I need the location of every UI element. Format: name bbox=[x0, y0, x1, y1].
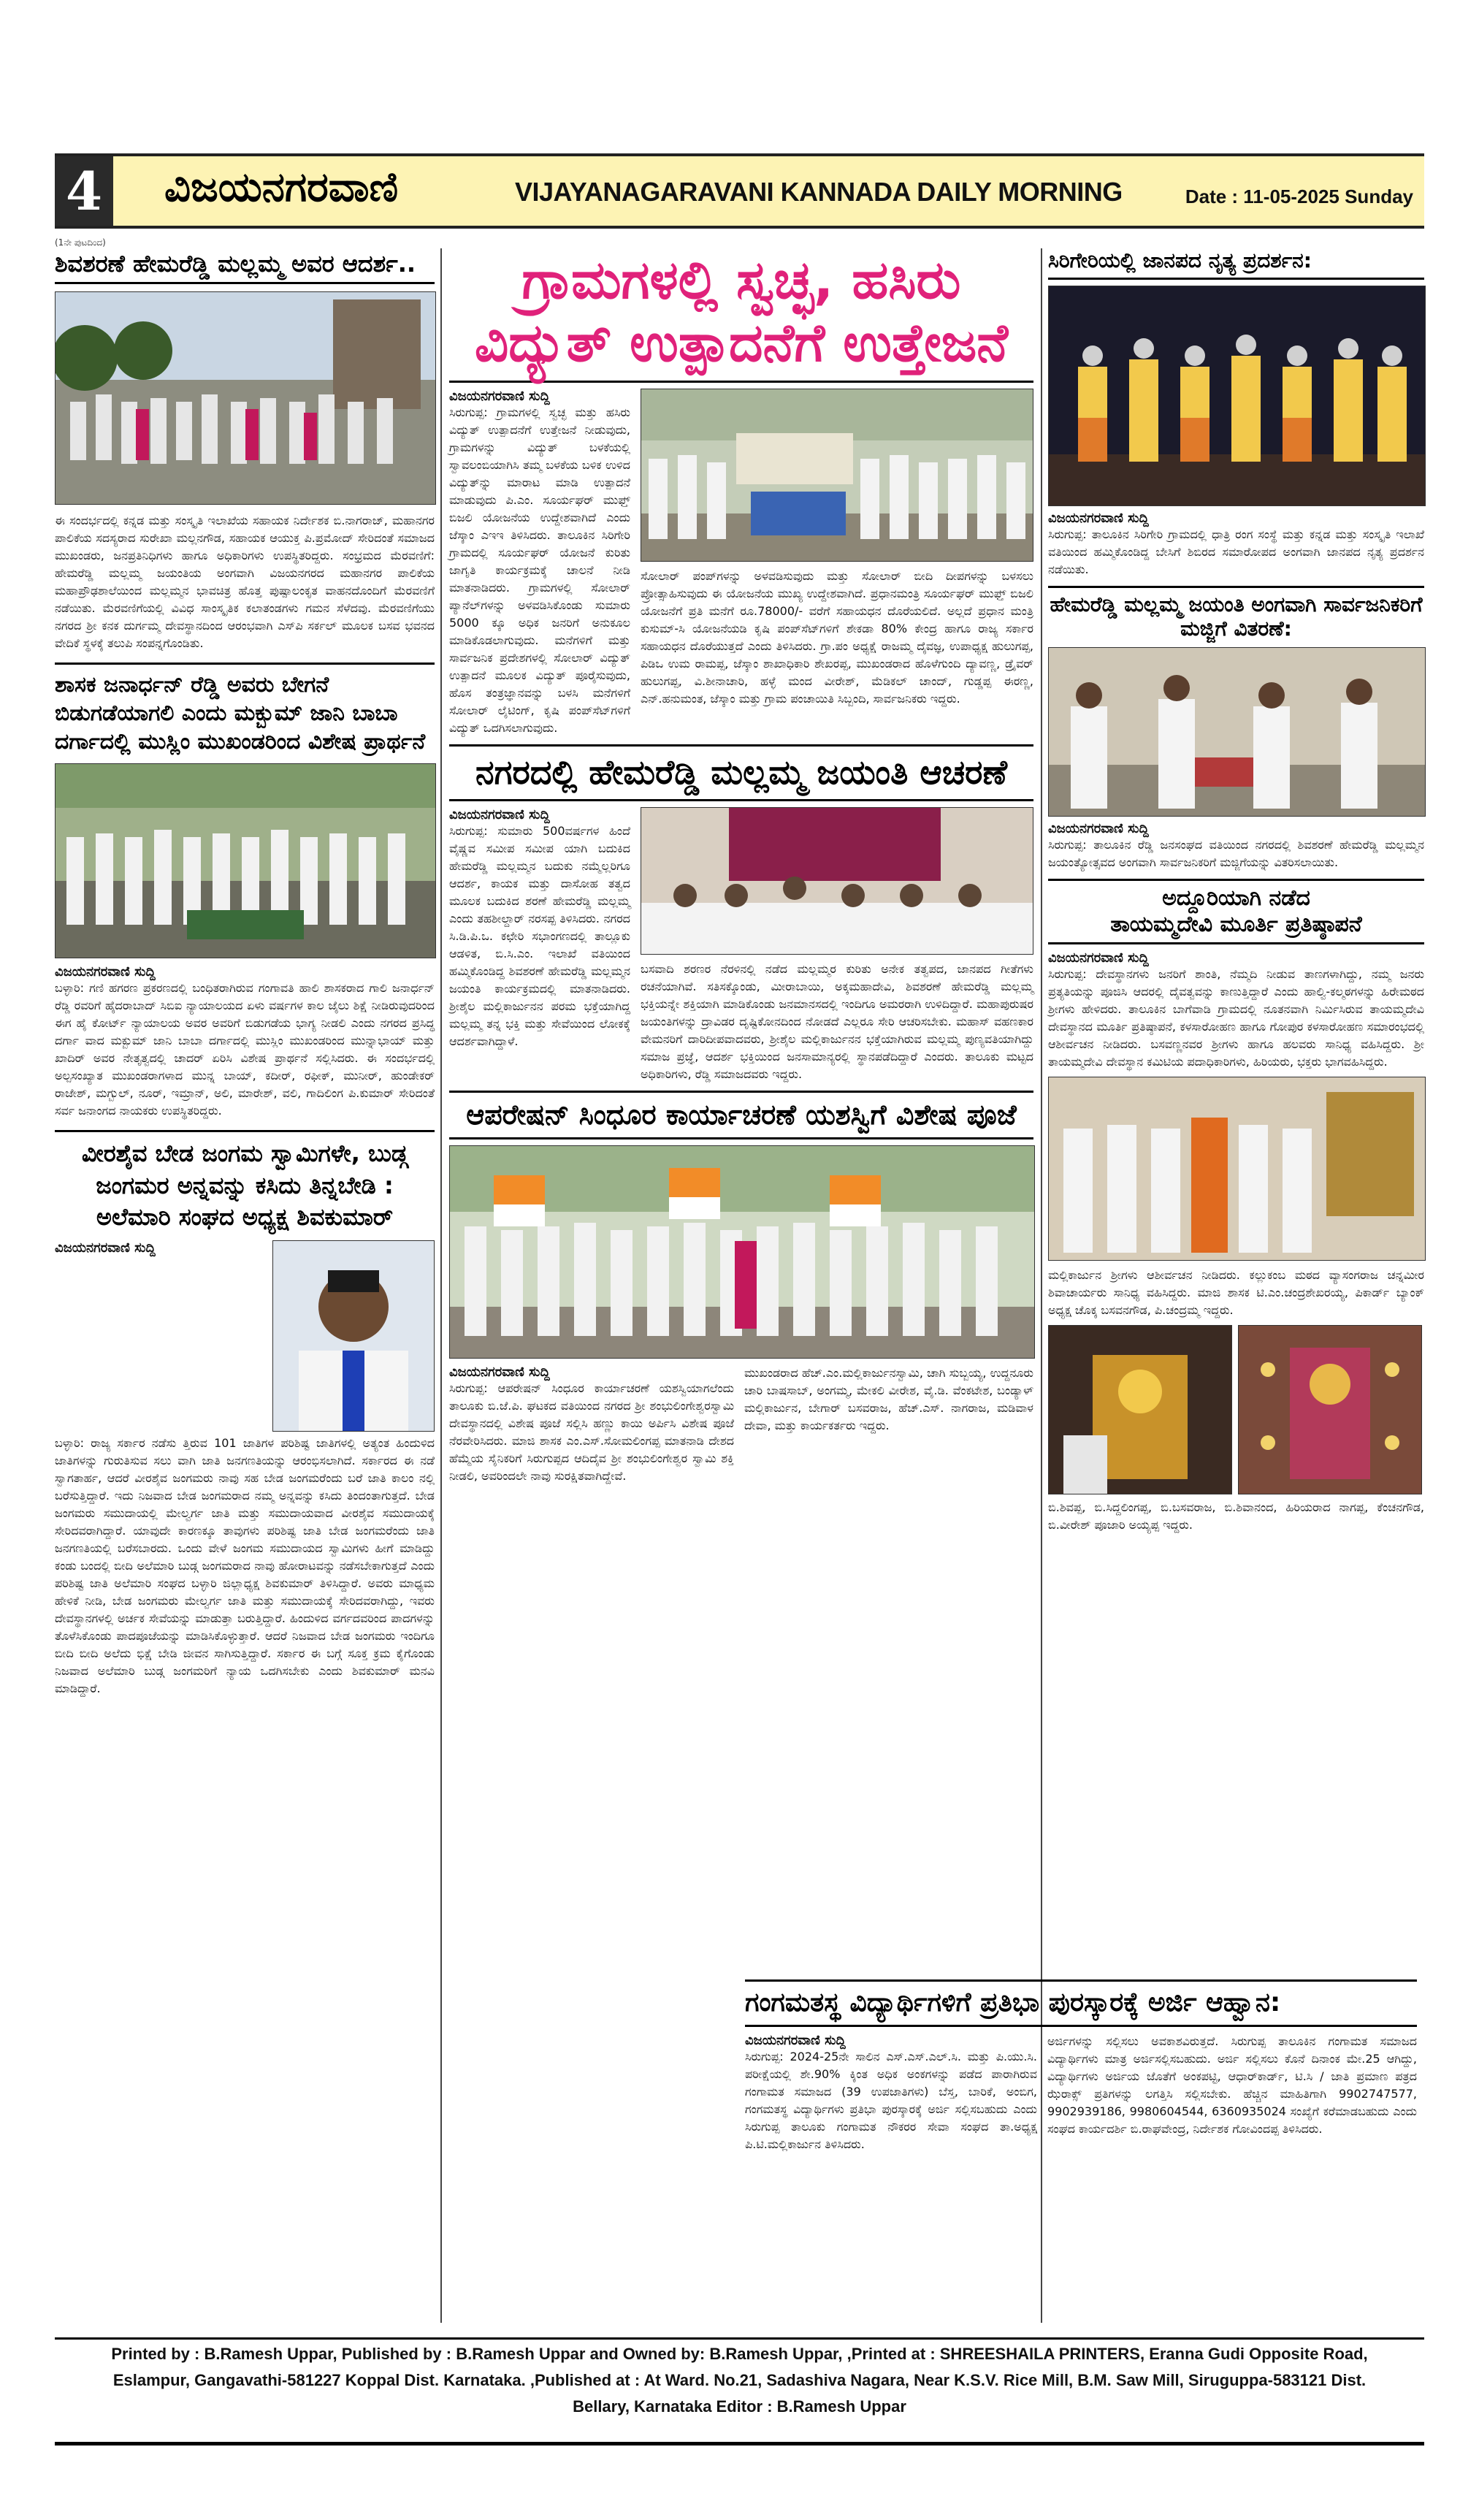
story-body: ಮಲ್ಲಿಕಾರ್ಜುನ ಶ್ರೀಗಳು ಆಶೀರ್ವಚನ ನೀಡಿದರು. ಕಲ್ಲುಕಂಬ ಮಠದ ವ್ಯಾಸಂಗರಾಜ ಚನ್ನಮೀರ ಶಿವಾಚಾರ್ಯರು ಸಾನಿಧ್ಯ ವಹಿಸಿದ್ದರು. ಮಾಜಿ ಶಾಸಕ ಟಿ.ಎಂ.ಚಂದ್ರಶೇಖರಯ್ಯ, ಪಿಕಾರ್ಡ್ ಬ್ಯಾಂಕ್ ಅಧ್ಯಕ್ಷ ಚೊಕ್ಕ ಬಸವನಗೌಡ, ಪಿ.ಚಂದ್ರಮ್ಮ ಇದ್ದರು. bbox=[1048, 1267, 1424, 1317]
procession-photo bbox=[55, 291, 436, 505]
divider bbox=[55, 663, 435, 665]
imprint-line: Eslampur, Gangavathi-581227 Koppal Dist. Karnataka. ,Published at : At Ward. No.21, Sadashiva Nagara, Near K.S.V. Rice Mill, B.M. Saw Mill, Siruguppa-583121 Dist. bbox=[112, 2370, 1367, 2389]
story-body: ಸಿರುಗುಪ್ಪ: ಗ್ರಾಮಗಳಲ್ಲಿ ಸ್ವಚ್ಛ ಮತ್ತು ಹಸಿರು ವಿದ್ಯುತ್ ಉತ್ಪಾದನೆಗೆ ಉತ್ತೇಜನೆ ನೀಡುವುದು, ಗ್ರಾಮಗಳನ್ನು ವಿದ್ಯುತ್ ಬಳಕೆಯಲ್ಲಿ ಸ್ವಾವಲಂಬಿಯಾಗಿಸಿ ತಮ್ಮ ಬಳಕೆಯ ಬಳಿಕ ಉಳಿದ ವಿದ್ಯುತ್‌ನ್ನು ಮಾರಾಟ ಮಾಡಿ ಉತ್ಪಾದನೆ ಮಾಡುವುದು ಪಿ.ಎಂ. ಸೂರ್ಯಘರ್ ಮುಫ್ತ್ ಬಿಜಲಿ ಯೋಜನೆಯ ಉದ್ದೇಶವಾಗಿದೆ ಎಂದು ಜೆಸ್ಕಾಂ ಎಇಇ ತಿಳಿಸಿದರು. ತಾಲೂಕಿನ ಸಿರಿಗೇರಿ ಗ್ರಾಮದಲ್ಲಿ ಸೂರ್ಯಘರ್ ಯೋಜನೆ ಕುರಿತು ಜಾಗೃತಿ ಕಾರ್ಯಕ್ರಮಕ್ಕೆ ಚಾಲನೆ ನೀಡಿ ಮಾತನಾಡಿದರು. ಗ್ರಾಮಗಳಲ್ಲಿ ಸೋಲಾರ್ ಪ್ಯಾನೆಲ್‌ಗಳನ್ನು ಅಳವಡಿಸಿಕೊಂಡು ಸುಮಾರು 5000 ಕ್ಕೂ ಅಧಿಕ ಜನರಿಗೆ ಅನುಕೂಲ ಮಾಡಿಕೊಡಲಾಗುವುದು. ಮನೆಗಳಿಗೆ ಮತ್ತು ಸಾರ್ವಜನಿಕ ಪ್ರದೇಶಗಳಲ್ಲಿ ಸೋಲಾರ್ ವಿದ್ಯುತ್ ಉತ್ಪಾದನೆ ಮೂಲಕ ವಿದ್ಯುತ್ ಪೂರೈಸುವುದು, ಹೊಸ ತಂತ್ರಜ್ಞಾನವನ್ನು ಬಳಸಿ ಮನೆಗಳಿಗೆ ಸೋಲಾರ್ ಲೈಟಿಂಗ್, ಕೃಷಿ ಪಂಪ್‌ಸೆಟ್‌ಗಳಿಗೆ ವಿದ್ಯುತ್ ಒದಗಿಸಲಾಗುವುದು. bbox=[449, 405, 630, 735]
story-headline: ಸಿರಿಗೇರಿಯಲ್ಲಿ ಜಾನಪದ ನೃತ್ಯ ಪ್ರದರ್ಶನ: bbox=[1048, 248, 1312, 272]
folk-dance-photo bbox=[1048, 286, 1426, 506]
story-text-wrap bbox=[55, 1240, 265, 1432]
column-divider bbox=[440, 248, 442, 2323]
divider bbox=[1048, 278, 1424, 280]
masthead bbox=[55, 153, 1424, 229]
buttermilk-photo bbox=[1048, 647, 1426, 817]
story-headline: ವೀರಶೈವ ಬೇಡ ಜಂಗಮ ಸ್ವಾಮಿಗಳೇ, ಬುಡ್ಗ ಜಂಗಮರ ಅನ್ನವನ್ನು ಕಸಿದು ತಿನ್ನಬೇಡಿ : ಅಲೆಮಾರಿ ಸಂಘದ ಅಧ್ಯಕ್ಷ ಶಿವಕುಮಾರ್ bbox=[81, 1139, 408, 1231]
temple-photos-row bbox=[1048, 1325, 1424, 1494]
story-body: ಬಸವಾದಿ ಶರಣರ ನೆರಳಿನಲ್ಲಿ ನಡೆದ ಮಲ್ಲಮ್ಮರ ಕುರಿತು ಅನೇಕ ತತ್ವಪದ, ಜಾನಪದ ಗೀತೆಗಳು ರಚನೆಯಾಗಿವೆ. ಸತಿಸಕ್ಕೊಂಡು, ಮೀರಾಬಾಯಿ, ಅಕ್ಕಮಹಾದೇವಿ, ಶಿವಶರಣೆ ಹೇಮರೆಡ್ಡಿ ಮಲ್ಲಮ್ಮ ಭಕ್ತಿಯನ್ನೇ ಶಕ್ತಿಯಾಗಿ ಮಾಡಿಕೊಂಡು ಜನಮಾನಸದಲ್ಲಿ ಇಂದಿಗೂ ಅಮರರಾಗಿ ಉಳಿದಿದ್ದಾರೆ. ಮಹಾಪುರುಷರ ಜಯಂತಿಗಳನ್ನು ದ್ರಾವಿಡರ ದೃಷ್ಟಿಕೋನದಿಂದ ನೋಡದೆ ಎಲ್ಲರೂ ಸೇರಿ ಆಚರಿಸಬೇಕು. ಮಹಾಸ್ ವಹಣಕಾರ ವೇಮನರಿಗೆ ದಾರಿದೀಪವಾದವರು, ಶ್ರೀಶೈಲ ಮಲ್ಲಿಕಾರ್ಜುನನ ಭಕ್ತೆಯಾಗಿರುವ ಮಲ್ಲಮ್ಮ ಪುಣ್ಯವತಿಯಾಗಿದ್ದು ಸಮಾಜ ಪ್ರಜ್ಞೆ, ಆದರ್ಶ ಭಕ್ತಿಯಿಂದ ಜನಸಾಮಾನ್ಯರಲ್ಲಿ ಸ್ಥಾನಪಡೆದಿದ್ದಾರೆ ಎಂದರು. ತಾಲೂಕು ಮಟ್ಟದ ಅಧಿಕಾರಿಗಳು, ರೆಡ್ಡಿ ಸಮಾಜದವರು ಇದ್ದರು. bbox=[641, 961, 1033, 1081]
lead-story-right bbox=[641, 389, 1033, 737]
page-number: 4 bbox=[55, 156, 113, 226]
scholarship-story bbox=[745, 1979, 1417, 2153]
story-body: ಸಿರುಗುಪ್ಪ: 2024-25ನೇ ಸಾಲಿನ ಎಸ್.ಎಸ್.ಎಲ್.ಸಿ. ಮತ್ತು ಪಿ.ಯು.ಸಿ. ಪರೀಕ್ಷೆಯಲ್ಲಿ ಶೇ.90% ಕ್ಕಿಂತ ಅಧಿಕ ಅಂಕಗಳನ್ನು ಪಡೆದ ಪಾರಾಗಿರುವ ಗಂಗಾಮತ ಸಮಾಜದ (39 ಉಪಜಾತಿಗಳು) ಬೆಸ್ತ, ಬಾರಿಕೆ, ಅಂಬಿಗ, ಗಂಗಮತಸ್ಥ ವಿದ್ಯಾರ್ಥಿಗಳು ಪ್ರತಿಭಾ ಪುರಸ್ಕಾರಕ್ಕೆ ಅರ್ಜಿ ಸಲ್ಲಿಸಬಹುದು ಎಂದು ಸಿರುಗುಪ್ಪ ತಾಲೂಕು ಗಂಗಾಮತ ನೌಕರರ ಸೇವಾ ಸಂಘದ ತಾ.ಅಧ್ಯಕ್ಷ ಪಿ.ಟಿ.ಮಲ್ಲಿಕಾರ್ಜುನ ತಿಳಿಸಿದರು. bbox=[745, 2049, 1037, 2151]
story-byline: ವಿಜಯನಗರವಾಣಿ ಸುದ್ದಿ bbox=[449, 1364, 550, 1380]
divider bbox=[449, 744, 1033, 747]
divider bbox=[449, 1091, 1033, 1093]
story-byline: ವಿಜಯನಗರವಾಣಿ ಸುದ್ದಿ bbox=[1048, 820, 1149, 836]
jayanti-stage-photo bbox=[641, 807, 1033, 955]
story-byline: ವಿಜಯನಗರವಾಣಿ ಸುದ್ದಿ bbox=[449, 806, 550, 822]
story-body: ಸೋಲಾರ್ ಪಂಪ್‌ಗಳನ್ನು ಅಳವಡಿಸುವುದು ಮತ್ತು ಸೋಲಾರ್ ಬೀದಿ ದೀಪಗಳನ್ನು ಬಳಸಲು ಪ್ರೋತ್ಸಾಹಿಸುವುದು ಈ ಯೋಜನೆಯ ಮುಖ್ಯ ಉದ್ದೇಶವಾಗಿದೆ. ಪ್ರಧಾನಮಂತ್ರಿ ಸೂರ್ಯಘರ್ ಮುಫ್ತ್ ಬಿಜಲಿ ಯೋಜನೆಗೆ ಪ್ರತಿ ಮನೆಗೆ ರೂ.78000/- ವರೆಗೆ ಸಹಾಯಧನ ದೊರೆಯಲಿದೆ. ಅಲ್ಲದೆ ಪ್ರಧಾನ ಮಂತ್ರಿ ಕುಸುಮ್-ಸಿ ಯೋಜನೆಯಡಿ ಕೃಷಿ ಪಂಪ್‌ಸೆಟ್‌ಗಳಿಗೆ ಶೇಕಡಾ 80% ಕೇಂದ್ರ ಹಾಗೂ ರಾಜ್ಯ ಸರ್ಕಾರ ಸಹಾಯಧನ ದೊರೆಯುತ್ತದೆ ಎಂದು ತಿಳಿಸಿದರು. ಗ್ರಾ.ಪಂ ಅಧ್ಯಕ್ಷೆ ರಾಜಮ್ಮ ದೈವಜ್ಞ, ಉಪಾಧ್ಯಕ್ಷ ಹುಲುಗಪ್ಪ, ಪಿಡಿಒ ಉಮ ರಾಮಪ್ಪ, ಜೆಸ್ಕಾಂ ಶಾಖಾಧಿಕಾರಿ ಶೇಖರಪ್ಪ, ಮುಖಂಡರಾದ ಹೊಳೆಗುಂದಿ ದ್ಯಾವಣ್ಣ, ಡ್ರೈವರ್ ಹುಲುಗಪ್ಪ, ವಿ.ಶೀನಾಚಾರಿ, ಹಳ್ಳೆ ಮಂದ ವೀರೇಶ್, ಮೆಡಿಕಲ್ ಚಾಂದ್, ಗುಡ್ಡಪ್ಪ ಈರಣ್ಣ, ಎನ್.ಹನುಮಂತ, ಜೆಸ್ಕಾಂ ಮತ್ತು ಗ್ರಾಮ ಪಂಚಾಯಿತಿ ಸಿಬ್ಬಂದಿ, ಸಾರ್ವಜನಿಕರು ಇದ್ದರು. bbox=[641, 568, 1033, 706]
story-headline: ಆಪರೇಷನ್ ಸಿಂಧೂರ ಕಾರ್ಯಾಚರಣೆ ಯಶಸ್ವಿಗೆ ವಿಶೇಷ ಪೂಜೆ bbox=[466, 1098, 1017, 1131]
solar-awareness-photo bbox=[641, 389, 1033, 562]
story-headline-line2: ತಾಯಮ್ಮದೇವಿ ಮೂರ್ತಿ ಪ್ರತಿಷ್ಠಾಪನೆ bbox=[1110, 911, 1362, 937]
story-byline: ವಿಜಯನಗರವಾಣಿ ಸುದ್ದಿ bbox=[1048, 950, 1149, 966]
jayanti-story bbox=[449, 807, 1033, 1083]
temple-inauguration-photo bbox=[1048, 1077, 1426, 1261]
sindoor-story-right bbox=[744, 1364, 1033, 1485]
masthead-title-kannada: ವಿಜಯನಗರವಾಣಿ bbox=[164, 164, 399, 211]
divider bbox=[745, 1979, 1417, 1982]
divider bbox=[449, 381, 1033, 383]
story-body: ಬಿ.ಶಿವಪ್ಪ, ಬಿ.ಸಿದ್ದಲಿಂಗಪ್ಪ, ಬಿ.ಬಸವರಾಜ, ಬಿ.ಶಿವಾನಂದ, ಹಿರಿಯರಾದ ನಾಗಪ್ಪ, ಕೆಂಚನಗೌಡ, ಬಿ.ವೀರೇಶ್ ಪೂಜಾರಿ ಅಯ್ಯಪ್ಪ ಇದ್ದರು. bbox=[1048, 1500, 1424, 1532]
story-headline: ಹೇಮರೆಡ್ಡಿ ಮಲ್ಲಮ್ಮ ಜಯಂತಿ ಅಂಗವಾಗಿ ಸಾರ್ವಜನಿಕರಿಗೆ ಮಜ್ಜಿಗೆ ವಿತರಣೆ: bbox=[1050, 592, 1423, 641]
left-column bbox=[55, 237, 435, 1698]
lead-headline-line1: ಗ್ರಾಮಗಳಲ್ಲಿ ಸ್ವಚ್ಛ, ಹಸಿರು bbox=[521, 249, 961, 310]
story-headline: ಶಿವಶರಣೆ ಹೇಮರೆಡ್ಡಿ ಮಲ್ಲಮ್ಮ ಅವರ ಆದರ್ಶ.. bbox=[55, 250, 416, 278]
story-byline: ವಿಜಯನಗರವಾಣಿ ಸುದ್ದಿ bbox=[55, 964, 156, 980]
story-body: ಬಳ್ಳಾರಿ: ರಾಜ್ಯ ಸರ್ಕಾರ ನಡೆಸು ತ್ತಿರುವ 101 ಜಾತಿಗಳ ಪರಿಶಿಷ್ಟ ಜಾತಿಗಳಲ್ಲಿ ಅತ್ಯಂತ ಹಿಂದುಳಿದ ಜಾತಿಗಳನ್ನು ಗುರುತಿಸುವ ಸಲು ವಾಗಿ ಜಾತಿ ಜನಗಣತಿಯನ್ನು ಆರಂಭಿಸಲಾಗಿದೆ. ಸರ್ಕಾರದ ಈ ನಡೆ ಸ್ವಾಗತಾರ್ಹ, ಆದರೆ ವೀರಶೈವ ಜಂಗಮರು ನಾವು ಸಹ ಬೇಡ ಜಂಗಮರೆಂದು ಬರೆ ಜಾತಿ ಕಾಲಂ ನಲ್ಲಿ ಬರೆಸುತ್ತಿದ್ದಾರೆ. ಇದು ನಿಜವಾದ ಬೇಡ ಜಂಗಮರಾದ ನಮ್ಮ ಅನ್ನವನ್ನು ಕಸಿದು ತಿಂದಂತಾಗುತ್ತದೆ. ಬೇಡ ಜಂಗಮರು ಸಮುದಾಯಲ್ಲಿ ಮೇಲ್ವರ್ಗ ಜಾತಿ ಮತ್ತು ಸಮುದಾಯವಾದ ವೀರಶೈವ ಸಮುದಾಯಕ್ಕೆ ಸೇರಿದವರಾಗಿದ್ದಾರೆ. ಯಾವುದೇ ಕಾರಣಕ್ಕೂ ತಾವುಗಳು ಪರಿಶಿಷ್ಟ ಜಾತಿ ಬೇಡ ಜಂಗಮರೆಂದು ಜಾತಿ ಜನಗಣತಿಯಲ್ಲಿ ಬರೆಸಬಾರದು. ಒಂದು ವೇಳೆ ಜಂಗಮ ಸಮುದಾಯದ ಸ್ವಾಮಿಗಳು ಹೀಗೆ ಮಾಡಿದ್ದು ಕಂಡು ಬಂದಲ್ಲಿ ಬೀದಿ ಅಲೆಮಾರಿ ಬುಡ್ಗ ಜಂಗಮರಾದ ನಾವು ಹೋರಾಟವನ್ನು ನಡೆಸಬೇಕಾಗುತ್ತದೆ ಎಂದು ಪರಿಶಿಷ್ಟ ಜಾತಿ ಅಲೆಮಾರಿ ಸಂಘದ ಬಳ್ಳಾರಿ ಜಿಲ್ಲಾಧ್ಯಕ್ಷ ಶಿವಕುಮಾರ್ ತಿಳಿಸಿದ್ದಾರೆ. ಅವರು ಮಾಧ್ಯಮ ಹೇಳಿಕೆ ನೀಡಿ, ಬೇಡ ಜಂಗಮರು ಮೇಲ್ವರ್ಗ ಜಾತಿ ಮತ್ತು ಸಮುದಾಯಕ್ಕೆ ಸೇರಿದವರಾಗಿದ್ದು, ಇವರು ದೇವಸ್ಥಾನಗಳಲ್ಲಿ ಅರ್ಚಕ ಸೇವೆಯನ್ನು ಮಾಡುತ್ತಾ ಬರುತ್ತಿದ್ದಾರೆ. ಹಿಂದುಳಿದ ವರ್ಗದವರಿಂದ ಪಾದಗಳನ್ನು ತೊಳೆಸಿಕೊಂಡು ಪಾದಪೂಜೆಯನ್ನು ಮಾಡಿಸಿಕೊಳ್ಳುತ್ತಾರೆ. ಆದರೆ ನಿಜವಾದ ಬೇಡ ಜಂಗಮರು ಇಂದಿಗೂ ಬೀದಿ ಬೀದಿ ಅಲೆದು ಭಿಕ್ಷೆ ಬೇಡಿ ಜೀವನ ಸಾಗಿಸುತ್ತಿದ್ದಾರೆ. ಸರ್ಕಾರ ಈ ಬಗ್ಗೆ ಸೂಕ್ತ ಕ್ರಮ ಕೈಗೊಂಡು ನಿಜವಾದ ಅಲೆಮಾರಿ ಬುಡ್ಗ ಜಂಗಮರಿಗೆ ನ್ಯಾಯ ಒದಗಿಸಬೇಕು ಎಂದು ಶಿವಕುಮಾರ್ ಮನವಿ ಮಾಡಿದ್ದಾರೆ. bbox=[55, 1435, 435, 1695]
story-byline: ವಿಜಯನಗರವಾಣಿ ಸುದ್ದಿ bbox=[449, 388, 550, 404]
portrait-photo bbox=[272, 1240, 435, 1432]
story-body: ಬಳ್ಳಾರಿ: ಗಣಿ ಹಗರಣ ಪ್ರಕರಣದಲ್ಲಿ ಬಂಧಿತರಾಗಿರುವ ಗಂಗಾವತಿ ಹಾಲಿ ಶಾಸಕರಾದ ಗಾಲಿ ಜನಾರ್ಧನ್ ರೆಡ್ಡಿ ರವರಿಗೆ ಹೈದರಾಬಾದ್ ಸಿಬಿಐ ನ್ಯಾಯಾಲಯದ ಏಳು ವರ್ಷಗಳ ಕಾಲ ಜೈಲು ಶಿಕ್ಷೆ ನೀಡಿರುವುದರಿಂದ ಈಗ ಹೈ ಕೋರ್ಟ್ ನ್ಯಾಯಾಲಯ ಅವರ ಅವರಿಗೆ ಬಿಡುಗಡೆಯ ಭಾಗ್ಯ ನೀಡಲಿ ಎಂದು ನಗರದ ಪ್ರಸಿದ್ಧ ದರ್ಗಾ ವಾದ ಮಕ್ಬುಮ್ ಜಾನಿ ಬಾಬಾ ದರ್ಗಾದಲ್ಲಿ ಮುಸ್ಲಿಂ ಮುಖಂಡರಿಂದ ಮುನ್ನಾಭಾಯ್ ಮತ್ತು ಖಾದಿರ್ ಅವರ ನೇತೃತ್ವದಲ್ಲಿ ಚಾದರ್ ಏರಿಸಿ ವಿಶೇಷ ಪ್ರಾರ್ಥನೆ ಸಲ್ಲಿಸಿದರು. ಈ ಸಂದರ್ಭದಲ್ಲಿ ಅಲ್ಪಸಂಖ್ಯಾತ ಮುಖಂಡರಾಗಳಾದ ಮುನ್ನ ಬಾಯ್, ಕದೀರ್, ರಫೀಕ್, ಮುನೀರ್, ಹುಂಡೇಕರ್ ರಾಜೇಶ್, ಮಗ್ಬುಲ್, ನೂರ್, ಇಮ್ರಾನ್, ಅಲಿ, ಮಾರೇಶ್, ವಲಿ, ಗಾದಿಲಿಂಗ ಪಿ.ಕುಮಾರ್ ಸೇರಿದಂತೆ ಸರ್ವ ಜನಾಂಗದ ನಾಯಕರು ಉಪಸ್ಥಿತರಿದ್ದರು. bbox=[55, 981, 435, 1118]
story-byline: ವಿಜಯನಗರವಾಣಿ ಸುದ್ದಿ bbox=[1048, 510, 1149, 526]
sindoor-story-left bbox=[449, 1364, 734, 1485]
divider bbox=[55, 1130, 435, 1132]
story-headline: ನಗರದಲ್ಲಿ ಹೇಮರೆಡ್ಡಿ ಮಲ್ಲಮ್ಮ ಜಯಂತಿ ಆಚರಣೆ bbox=[475, 752, 1007, 792]
jayanti-story-left bbox=[449, 807, 630, 1083]
scholarship-left bbox=[745, 2033, 1037, 2153]
masthead-date: Date : 11-05-2025 Sunday bbox=[1185, 186, 1413, 207]
scholarship-right bbox=[1047, 2033, 1417, 2153]
story-body: ಸಿರುಗುಪ್ಪ: ತಾಲೂಕಿನ ಸಿರಿಗೇರಿ ಗ್ರಾಮದಲ್ಲಿ ಧಾತ್ರಿ ರಂಗ ಸಂಸ್ಥೆ ಮತ್ತು ಕನ್ನಡ ಮತ್ತು ಸಂಸ್ಕೃತಿ ಇಲಾಖೆ ವತಿಯಿಂದ ಹಮ್ಮಿಕೊಂಡಿದ್ದ ಬೇಸಿಗೆ ಶಿಬಿರದ ಸಮಾರೋಪದ ಅಂಗವಾಗಿ ಜಾನಪದ ನೃತ್ಯ ಪ್ರದರ್ಶನ ನಡೆಯಿತು. bbox=[1048, 527, 1424, 576]
lead-story-left bbox=[449, 389, 630, 737]
masthead-title-english: VIJAYANAGARAVANI KANNADA DAILY MORNING bbox=[515, 177, 1123, 207]
story-byline: ವಿಜಯನಗರವಾಣಿ ಸುದ್ದಿ bbox=[745, 2032, 846, 2048]
divider bbox=[745, 2025, 1417, 2027]
story-body: ಸಿರುಗುಪ್ಪ: ತಾಲೂಕಿನ ರೆಡ್ಡಿ ಜನಸಂಘದ ವತಿಯಿಂದ ನಗರದಲ್ಲಿ ಶಿವಶರಣೆ ಹೇಮರೆಡ್ಡಿ ಮಲ್ಲಮ್ಮನ ಜಯಂತ್ಯೋತ್ಸವದ ಅಂಗವಾಗಿ ಸಾರ್ವಜನಿಕರಿಗೆ ಮಜ್ಜಿಗೆಯನ್ನು ವಿತರಿಸಲಾಯಿತು. bbox=[1048, 837, 1424, 869]
deity-photo bbox=[1238, 1325, 1422, 1494]
lead-headline-line2: ವಿದ್ಯುತ್ ಉತ್ಪಾದನೆಗೆ ಉತ್ತೇಜನೆ bbox=[474, 312, 1009, 374]
center-column bbox=[449, 248, 1033, 1485]
story-headline: ಶಾಸಕ ಜನಾರ್ಧನ್ ರೆಡ್ಡಿ ಅವರು ಬೇಗನೆ ಬಿಡುಗಡೆಯಾಗಲಿ ಎಂದು ಮಕ್ಬುಮ್ ಜಾನಿ ಬಾಬಾ ದರ್ಗಾದಲ್ಲಿ ಮುಸ್ಲಿಂ ಮುಖಂಡರಿಂದ ವಿಶೇಷ ಪ್ರಾರ್ಥನೆ bbox=[55, 672, 426, 755]
story-body: ಸಿರುಗುಪ್ಪ: ಸುಮಾರು 500ವರ್ಷಗಳ ಹಿಂದೆ ವೈಷ್ಣವ ಸಮೀಪ ಸಮೀಪ ಯಾಗಿ ಬದುಕಿದ ಹೇಮರೆಡ್ಡಿ ಮಲ್ಲಮ್ಮನ ಬದುಕು ನಮ್ಮೆಲ್ಲರಿಗೂ ಆದರ್ಶ, ಕಾಯಕ ಮತ್ತು ದಾಸೋಹ ತತ್ವದ ಮೂಲಕ ಬದುಕಿದ ಶರಣೆ ಹೇಮರೆಡ್ಡಿ ಮಲ್ಲಮ್ಮ ಎಂದು ತಹಶೀಲ್ದಾರ್ ನರಸಪ್ಪ ತಿಳಿಸಿದರು. ನಗರದ ಸಿ.ಡಿ.ಪಿ.ಒ. ಕಛೇರಿ ಸಭಾಂಗಣದಲ್ಲಿ ತಾಲ್ಲೂಕು ಆಡಳಿತ, ಬಿ.ಸಿ.ಎಂ. ಇಲಾಖೆ ವತಿಯಿಂದ ಹಮ್ಮಿಕೊಂಡಿದ್ದ ಶಿವಶರಣೆ ಹೇಮರೆಡ್ಡಿ ಮಲ್ಲಮ್ಮನ ಜಯಂತಿ ಕಾರ್ಯಕ್ರಮದಲ್ಲಿ ಮಾತನಾಡಿದರು. ಶ್ರೀಶೈಲ ಮಲ್ಲಿಕಾರ್ಜುನನ ಪರಮ ಭಕ್ತೆಯಾಗಿದ್ದ ಮಲ್ಲಮ್ಮ ತನ್ನ ಭಕ್ತಿ ಮತ್ತು ಸೇವೆಯಿಂದ ಲೋಕಕ್ಕೆ ಆದರ್ಶವಾಗಿದ್ದಾಳೆ. bbox=[449, 823, 630, 1048]
story-body: ಸಿರುಗುಪ್ಪ: ದೇವಸ್ಥಾನಗಳು ಜನರಿಗೆ ಶಾಂತಿ, ನೆಮ್ಮದಿ ನೀಡುವ ತಾಣಗಳಾಗಿದ್ದು, ನಮ್ಮ ಜನರು ಪ್ರತ್ಯತಿಯನ್ನು ಪೂಜಿಸಿ ಆದರಲ್ಲಿ ದೈವತ್ವವನ್ನು ಕಾಣುತ್ತಿದ್ದಾರೆ ಎಂದು ಹಾಲ್ವಿ-ಕಲ್ಮಠಗಳನ್ನು ಹಿರೇಮಠದ ಶ್ರೀಗಳು ಹೇಳಿದರು. ತಾಲೂಕಿನ ಬಾಗೆವಾಡಿ ಗ್ರಾಮದಲ್ಲಿ ನೂತನವಾಗಿ ನಿರ್ಮಿಸಿರುವ ತಾಯಮ್ಮದೇವಿ ದೇವಸ್ಥಾನದ ಮೂರ್ತಿ ಪ್ರತಿಷ್ಠಾಪನೆ, ಕಳಸಾರೋಹಣ ಹಾಗೂ ಗೋಪುರ ಕಳಸಾರೋಹಣ ಸಮಾರಂಭದಲ್ಲಿ ಆಶೀರ್ವಚನ ನೀಡಿದರು. ಬಸವಣ್ಣನವರ ಶ್ರೀಗಳು ಹಾಗೂ ಹಲವರು ಸಾನಿಧ್ಯ ವಹಿಸಿದ್ದರು. ಶ್ರೀ ತಾಯಮ್ಮದೇವಿ ದೇವಸ್ಥಾನ ಕಮಿಟಿಯ ಪದಾಧಿಕಾರಿಗಳು, ಹಿರಿಯರು, ಭಕ್ತರು ಭಾಗವಹಿಸಿದ್ದರು. bbox=[1048, 966, 1424, 1069]
divider bbox=[449, 1137, 1033, 1139]
imprint-line: Printed by : B.Ramesh Uppar, Published by : B.Ramesh Uppar and Owned by: B.Ramesh Uppar, ,Printed at : SHREESHAILA PRINTERS, Eranna Gudi Opposite Road, bbox=[111, 2345, 1368, 2363]
divider bbox=[1048, 879, 1424, 881]
sindoor-story bbox=[449, 1364, 1033, 1485]
story-headline: ಗಂಗಮತಸ್ಥ ವಿದ್ಯಾರ್ಥಿಗಳಿಗೆ ಪ್ರತಿಭಾ ಪುರಸ್ಕಾರಕ್ಕೆ ಅರ್ಜಿ ಆಹ್ವಾನ: bbox=[745, 1988, 1281, 2017]
story-body: ಮುಖಂಡರಾದ ಹೆಚ್.ಎಂ.ಮಲ್ಲಿಕಾರ್ಜುನಸ್ವಾಮಿ, ಚಾಗಿ ಸುಬ್ಬಯ್ಯ, ಉದ್ದನೂರು ಚಾರಿ ಬಾಷಸಾಬ್, ಅಂಗಮ್ಮ, ಮೇಕಲಿ ವೀರೇಶ, ವೈ.ಡಿ. ವೆಂಕಟೇಶ, ಬಂಡ್ಯಾಳ್ ಮಲ್ಲಿಕಾರ್ಜುನ, ಬೇಗಾರ್ ಬಸವರಾಜ, ಹೆಚ್.ಎಸ್. ನಾಗರಾಜ, ಮಡಿವಾಳ ದೇವಾ, ಮತ್ತು ಕಾರ್ಯಕರ್ತರು ಇದ್ದರು. bbox=[744, 1365, 1033, 1432]
ritual-photo bbox=[1048, 1325, 1232, 1494]
right-column bbox=[1048, 248, 1424, 1534]
jayanti-story-right bbox=[641, 807, 1033, 1083]
lead-story bbox=[449, 389, 1033, 737]
scholarship-body bbox=[745, 2033, 1417, 2153]
continued-tag: (1ನೇ ಪುಟದಿಂದ) bbox=[55, 237, 106, 248]
imprint-footer bbox=[55, 2337, 1424, 2445]
divider bbox=[449, 799, 1033, 801]
story-block bbox=[55, 1240, 435, 1432]
story-headline-line1: ಅದ್ದೂರಿಯಾಗಿ ನಡೆದ bbox=[1162, 885, 1310, 911]
story-body: ಅರ್ಜಿಗಳನ್ನು ಸಲ್ಲಿಸಲು ಅವಕಾಶವಿರುತ್ತದೆ. ಸಿರುಗುಪ್ಪ ತಾಲೂಕಿನ ಗಂಗಾಮತ ಸಮಾಜದ ವಿದ್ಯಾರ್ಥಿಗಳು ಮಾತ್ರ ಅರ್ಜಿಸಲ್ಲಿಸಬಹುದು. ಅರ್ಜಿ ಸಲ್ಲಿಸಲು ಕೊನೆ ದಿನಾಂಕ ಮೇ.25 ಆಗಿದ್ದು, ವಿದ್ಯಾರ್ಥಿಗಳು ಅರ್ಜಿಯ ಜೊತೆಗೆ ಅಂಕಪಟ್ಟಿ, ಆಧಾರ್‌ಕಾರ್ಡ್, ಟಿ.ಸಿ / ಜಾತಿ ಪ್ರಮಾಣ ಪತ್ರದ ಝೆರಾಕ್ಸ್ ಪ್ರತಿಗಳನ್ನು ಲಗತ್ತಿಸಿ ಸಲ್ಲಿಸಬೇಕು. ಹೆಚ್ಚಿನ ಮಾಹಿತಿಗಾಗಿ 9902747577, 9902939186, 9980604544, 6360935024 ಸಂಖ್ಯೆಗೆ ಕರೆಮಾಡಬಹುದು ಎಂದು ಸಂಘದ ಕಾರ್ಯದರ್ಶಿ ಬಿ.ರಾಘವೇಂದ್ರ, ನಿರ್ದೇಶಕ ಗೋವಿಂದಪ್ಪ ತಿಳಿಸಿದರು. bbox=[1047, 2034, 1417, 2136]
prayer-photo bbox=[55, 763, 436, 958]
story-byline: ವಿಜಯನಗರವಾಣಿ ಸುದ್ದಿ bbox=[55, 1240, 156, 1256]
divider bbox=[1048, 586, 1424, 588]
divider bbox=[1048, 942, 1424, 944]
story-body: ಈ ಸಂದರ್ಭದಲ್ಲಿ ಕನ್ನಡ ಮತ್ತು ಸಂಸ್ಕೃತಿ ಇಲಾಖೆಯ ಸಹಾಯಕ ನಿರ್ದೇಶಕ ಬಿ.ನಾಗರಾಜ್, ಮಹಾನಗರ ಪಾಲಿಕೆಯ ಸದಸ್ಯರಾದ ಸುರೇಖಾ ಮಲ್ಲನಗೌಡ, ಸಹಾಯಕ ಆಯುಕ್ತ ಪಿ.ಪ್ರಮೋದ್ ಸೇರಿದಂತೆ ಸಮಾಜದ ಮುಖಂಡರು, ಜನಪ್ರತಿನಿಧಿಗಳು ಹಾಗೂ ಅಧಿಕಾರಿಗಳು ಉಪಸ್ಥಿತರಿದ್ದರು. ಸಂಭ್ರಮದ ಮೆರವಣಿಗೆ: ಹೇಮರೆಡ್ಡಿ ಮಲ್ಲಮ್ಮ ಜಯಂತಿಯ ಅಂಗವಾಗಿ ವಿಜಯನಗರದ ಮಹಾನಗರ ಪಾಲಿಕೆಯ ಮಹಾಪ್ರೌಢಶಾಲೆಯಿಂದ ಮಲ್ಲಮ್ಮನ ಭಾವಚಿತ್ರ ಹೊತ್ತ ಪುಷ್ಪಾಲಂಕೃತ ವಾಹನದೊಂದಿಗೆ ಮೆರವಣಿಗೆ ನಡೆಯಿತು. ಮೆರವಣಿಗೆಯಲ್ಲಿ ವಿವಿಧ ಸಾಂಸ್ಕೃತಿಕ ಕಲಾತಂಡಗಳು ಗಮನ ಸೆಳೆದವು. ಮೆರವಣಿಗೆಯು ನಗರದ ಶ್ರೀ ಕನಕ ದುರ್ಗಮ್ಮ ದೇವಸ್ಥಾನದಿಂದ ಆರಂಭವಾಗಿ ಎಸ್‌ಪಿ ಸರ್ಕಲ್ ಮೂಲಕ ಬಸವ ಭವನದ ವೇದಿಕೆ ಸ್ಥಳಕ್ಕೆ ತಲುಪಿ ಸಂಪನ್ನಗೊಂಡಿತು. bbox=[55, 513, 435, 651]
divider bbox=[55, 282, 435, 284]
story-body: ಸಿರುಗುಪ್ಪ: ಆಪರೇಷನ್ ಸಿಂಧೂರ ಕಾರ್ಯಾಚರಣೆ ಯಶಸ್ವಿಯಾಗಲೆಂದು ತಾಲೂಕು ಬಿ.ಜೆ.ಪಿ. ಘಟಕದ ವತಿಯಿಂದ ನಗರದ ಶ್ರೀ ಶಂಭುಲಿಂಗೇಶ್ವರಸ್ವಾಮಿ ದೇವಸ್ಥಾನದಲ್ಲಿ ವಿಶೇಷ ಪೂಜೆ ಸಲ್ಲಿಸಿ ಹಣ್ಣು ಕಾಯಿ ಅರ್ಪಿಸಿ ವಿಶೇಷ ಪೂಜೆ ನೆರವೇರಿಸಿದರು. ಮಾಜಿ ಶಾಸಕ ಎಂ.ಎಸ್.ಸೋಮಲಿಂಗಪ್ಪ ಮಾತನಾಡಿ ದೇಶದ ಹೆಮ್ಮೆಯ ಸೈನಿಕರಿಗೆ ಸಿರುಗುಪ್ಪದ ಆದಿದೈವ ಶ್ರೀ ಶಂಭುಲಿಂಗೇಶ್ವರ ಸ್ವಾಮಿ ಶಕ್ತಿ ನೀಡಲಿ, ಅವರಿಂದಲೇ ನಾವು ಸುರಕ್ಷಿತವಾಗಿದ್ದೇವೆ. bbox=[449, 1381, 734, 1483]
imprint-line: Bellary, Karnataka Editor : B.Ramesh Uppar bbox=[573, 2397, 906, 2416]
operation-sindoor-photo bbox=[449, 1145, 1035, 1359]
